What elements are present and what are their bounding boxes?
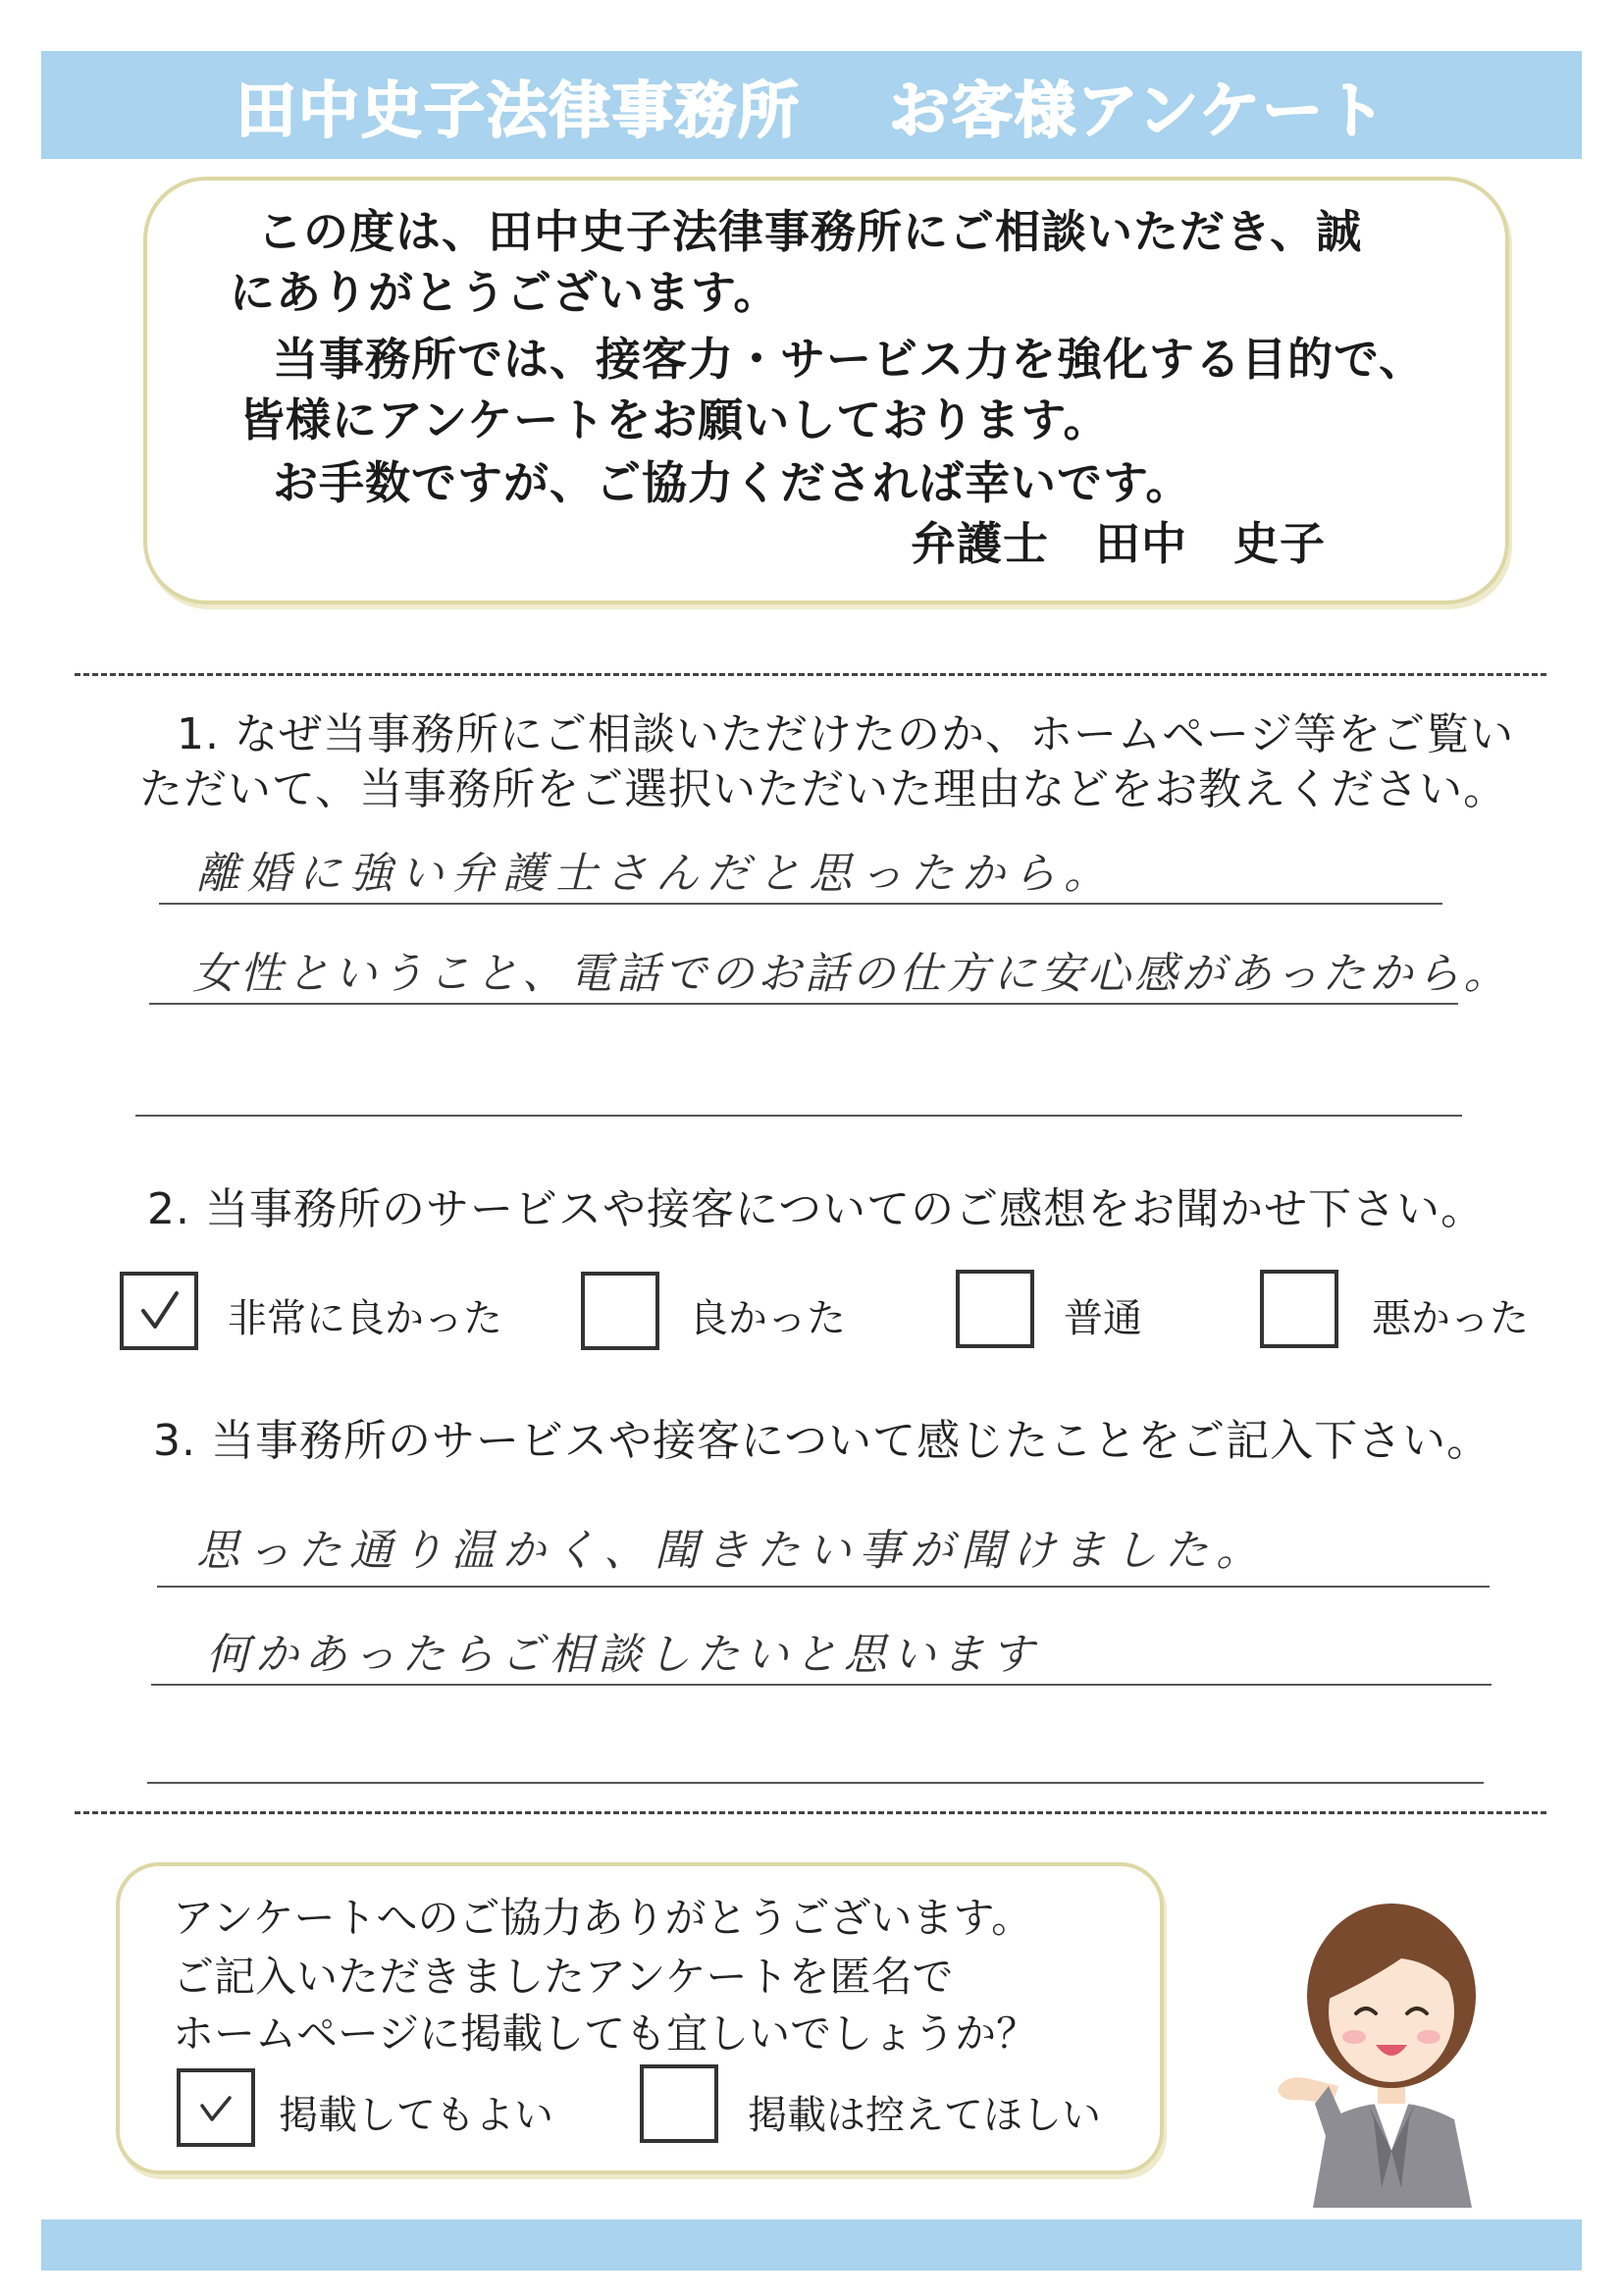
rating-checkbox-good[interactable] [581,1272,659,1350]
answer-rule [159,903,1442,905]
office-name: 田中史子法律事務所 [235,74,801,146]
rating-label-average: 普通 [1064,1296,1142,1341]
outro-line-1: アンケートへのご協力ありがとうございます。 [173,1894,1033,1942]
rating-label-bad: 悪かった [1372,1296,1529,1341]
outro-line-2: ご記入いただきましたアンケートを匿名で [173,1953,954,2001]
intro-line-3: 当事務所では、接客力・サービス力を強化する目的で、 [273,333,1426,386]
intro-line-4: 皆様にアンケートをお願いしております。 [239,393,1110,446]
intro-line-5: お手数ですが、ご協力くだされば幸いです。 [273,456,1192,509]
title-banner [41,51,1582,159]
consent-label-allow: 掲載してもよい [279,2093,553,2138]
consent-checkbox-decline[interactable] [640,2064,718,2143]
q1-answer-line-1: 離婚に強い弁護士さんだと思ったから。 [196,849,1115,899]
q3-answer-line-1: 思った通り温かく、聞きたい事が聞けました。 [196,1526,1268,1576]
rating-label-good: 良かった [689,1296,846,1341]
section-divider-bottom [75,1811,1546,1814]
checkmark-icon [188,2080,243,2135]
consent-checkbox-allow[interactable] [177,2068,255,2147]
consent-label-decline: 掲載は控えてほしい [748,2093,1101,2138]
intro-line-1: この度は、田中史子法律事務所にご相談いただき、誠 [257,205,1363,258]
rating-checkbox-bad[interactable] [1260,1270,1338,1348]
checkmark-icon [131,1283,186,1338]
footer-banner [41,2219,1582,2270]
answer-rule [147,1782,1484,1784]
intro-signature: 弁護士 田中 史子 [911,517,1326,570]
question-1-line-2: ただいて、当事務所をご選択いただいた理由などをお教えください。 [139,764,1508,814]
rating-checkbox-very-good[interactable] [120,1272,198,1350]
answer-rule [151,1684,1492,1686]
answer-rule [157,1586,1490,1588]
question-3: 3. 当事務所のサービスや接客について感じたことをご記入下さい。 [153,1416,1492,1466]
rating-label-very-good: 非常に良かった [228,1296,502,1341]
q1-answer-line-2: 女性ということ、電話でのお話の仕方に安心感があったから。 [192,949,1511,999]
answer-rule [135,1115,1462,1117]
rating-checkbox-average[interactable] [956,1270,1034,1348]
survey-title: お客様アンケート [888,74,1388,146]
intro-line-2: にありがとうございます。 [230,266,780,319]
question-1-line-1: 1. なぜ当事務所にご相談いただけたのか、ホームページ等をご覧い [177,709,1515,759]
q3-answer-line-2: 何かあったらご相談したいと思います [206,1630,1040,1680]
outro-line-3: ホームページに掲載しても宜しいでしょうか？ [173,2009,1038,2058]
question-2: 2. 当事務所のサービスや接客についてのご感想をお聞かせ下さい。 [147,1184,1486,1234]
answer-rule [149,1003,1458,1005]
section-divider-top [75,673,1546,676]
receptionist-illustration [1244,1894,1539,2208]
